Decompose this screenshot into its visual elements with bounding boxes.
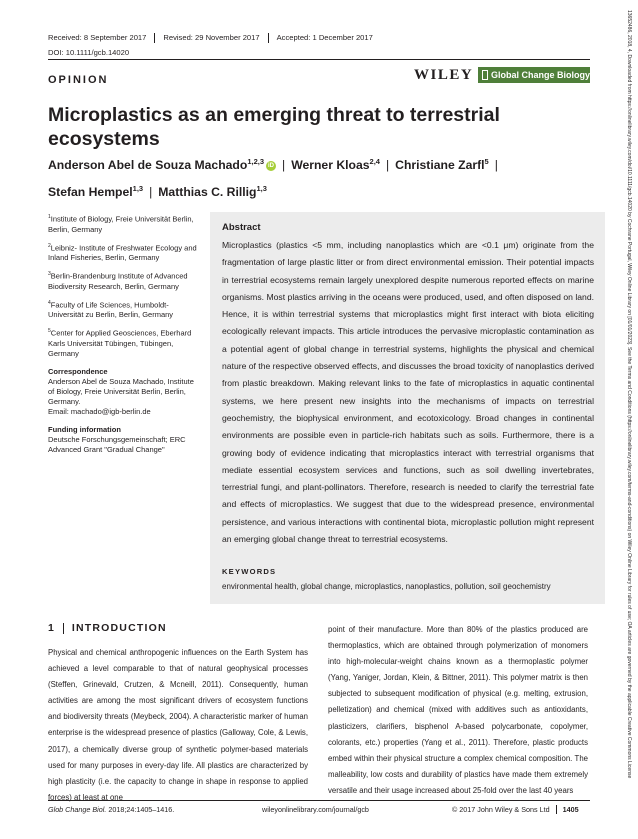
author: Matthias C. Rillig$^{1,3}$ [158,184,267,200]
section-number: 1 [48,622,56,634]
footer-copyright: © 2017 John Wiley & Sons Ltd 1405 [452,805,579,814]
article-title: Microplastics as an emerging threat to terrestrial ecosystems [48,104,500,150]
article-dates [48,33,381,43]
doi[interactable]: DOI: 10.1111/gcb.14020 [48,48,130,57]
body-column-right: point of their manufacture. More than 80% of the plastics produced are thermoplastics, which are obtained through polymerization of monomers into high-molecular-weight chains known as a thermoplastic polymer (Yang, Yaniger, Jordan, Klein, & Bittner, 2011). This polymer matrix is then subjected to subsequent modification of physical (e.g. melting, extrusion, pelletization) and chemical (mixed with additives such as antioxidants, plasticizers, clarifiers, bisphenol A-based polycarbonate, copolymer, colorants, etc.) properties (Yang et al., 2011). Therefore, plastic products embed within their physical structure a complex chemical composition. The malleability, low costs and durability of plastics have made them extremely versatile and their usage increased about 25-fold over the last 40 years [328,625,588,795]
section-heading [48,622,167,634]
accepted-date: Accepted: 1 December 2017 [268,33,381,43]
correspondence-text: Anderson Abel de Souza Machado, Institute of Biology, Freie Universität Berlin, Berlin, Germany. [48,376,194,406]
body-column-left: Physical and chemical anthropogenic influences on the Earth System has achieved a level comparable to that of natural geophysical processes (Steffen, Grinevald, Crutzen, & Mcneill, 2011). Consequently, human activities are among the most significant drivers of ecosystem functions and biodiversity threats (Meybeck, 2004). A characteristic marker of human enterprise is the widespread presence of plastics (Galloway, Cole, & Lewis, 2017), a chemically diverse group of synthetic polymer-based materials used for many purposes in every-day life. All plastics are characterized by high plasticity (i.e. the capacity to change in shape in response to applied forces) at least at one [48,648,308,802]
journal-emblem-icon [482,70,488,80]
abstract-text: Microplastics (plastics <5 mm, including nanoplastics which are <0.1 μm) originate from the fragmentation of large plastic litter or from direct environmental emission. Their potential impacts in terrestrial ecosystems remain largely unexplored despite numerous reported effects on marine organisms. Most plastics arriving in the oceans were produced, used, and often disposed on land. Hence, it is within terrestrial systems that microplastics might first interact with biota eliciting ecologically relevant impacts. This article introduces the pervasive microplastic contamination as a potential agent of global change in terrestrial systems, highlights the physical and chemical nature of the respective observed effects, and discusses the broad toxicity of nanoplastics derived from plastic breakdown. Making relevant links to the fate of microplastics in aquatic continental systems, we here present new insights into the mechanisms of impacts on terrestrial geochemistry, the biophysical environment, and ecotoxicology. Broad changes in continental environments are possible even in particle-rich habitats such as soils. Furthermore, there is a growing body of evidence indicating that microplastics interact with terrestrial organisms that mediate essential ecosystem services and functions, such as soil dwelling invertebrates, terrestrial fungi, and plant-pollinators. Therefore, research is needed to clarify the terrestrial fate and effects of microplastics. We suggest that due to the widespread presence, environmental persistence, and various interactions with continental biota, microplastic pollution might represent an emerging global change threat to terrestrial ecosystems. [222,240,594,545]
footer-url[interactable]: wileyonlinelibrary.com/journal/gcb [262,805,369,814]
affiliations-column [48,212,198,461]
affiliation: $^4$Faculty of Life Sciences, Humboldt-Universität zu Berlin, Berlin, Germany [48,299,174,319]
revised-date: Revised: 29 November 2017 [154,33,267,43]
correspondence-heading: Correspondence [48,366,108,376]
journal-name: Global Change Biology [490,70,590,80]
section-divider [63,623,64,634]
page-number: 1405 [556,805,579,814]
author: Christiane Zarfl$^5$ [395,157,489,173]
journal-logo [478,67,590,83]
funding-text: Deutsche Forschungsgemeinschaft; ERC Advanced Grant "Gradual Change" [48,434,186,454]
footer-citation: Glob Change Biol. 2018;24:1405–1416. [48,805,175,814]
orcid-icon[interactable]: iD [268,162,275,169]
author: Stefan Hempel$^{1,3}$ [48,184,144,200]
funding-heading: Funding information [48,424,121,434]
affiliation: $^3$Berlin-Brandenburg Institute of Advanced Biodiversity Research, Berlin, Germany [48,271,188,291]
author-list: Anderson Abel de Souza Machado$^{1,2,3}$ iD | Werner Kloas$^{2,4}$ | Christiane Zarfl$^5$ | Stefan Hempel$^{1,3}$ | Matthias C. Rillig$^{1,3}$ [48,157,498,200]
author: Anderson Abel de Souza Machado$^{1,2,3}$ [48,157,265,173]
section-title: INTRODUCTION [71,622,167,634]
abstract-box [210,212,605,604]
affiliation: $^2$Leibniz- Institute of Freshwater Ecology and Inland Fisheries, Berlin, Germany [48,242,197,262]
section-label: OPINION [48,74,109,86]
affiliation: $^1$Institute of Biology, Freie Universität Berlin, Berlin, Germany [48,214,194,234]
keywords-heading: KEYWORDS [222,567,277,576]
author: Werner Kloas$^{2,4}$ [291,157,380,173]
correspondence-email[interactable]: Email: machado@igb-berlin.de [48,406,151,416]
publisher-logo: WILEY [414,67,474,83]
header-divider [48,59,590,60]
received-date: Received: 8 September 2017 [48,33,147,42]
footer-divider [48,800,590,801]
affiliation: $^5$Center for Applied Geosciences, Eberhard Karls Universität Tübingen, Tübingen, Germany [48,328,192,358]
keywords-list: environmental health, global change, microplastics, nanoplastics, pollution, soil geochemistry [222,582,551,591]
abstract-heading: Abstract [222,222,261,233]
download-side-note: 13652486, 2018, 4, Downloaded from https://onlinelibrary.wiley.com/doi/10.1111/gcb.14020 by Cochrane Portugal, Wiley Online Library on [01/01/2023]. See the Terms and Conditions (https://onlinelibrary.wiley.com/terms-and-conditions) on Wiley Online Library for rules of use; OA articles are governed by the applicable Creative Commons License [626,10,632,779]
